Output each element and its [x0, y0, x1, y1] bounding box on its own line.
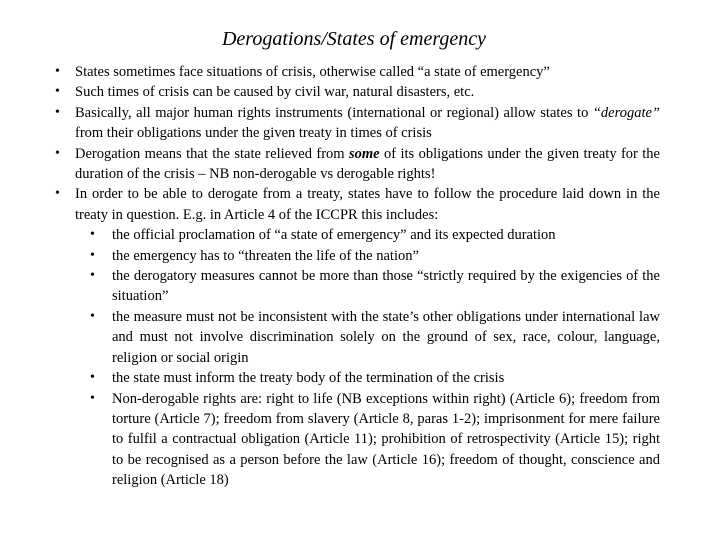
- bullet-text-3-end: from their obligations under the given treaty in times of crisis: [75, 125, 432, 142]
- bullet-text-4-emphasis: some: [348, 145, 380, 162]
- sub-bullet-item-3: [75, 266, 660, 307]
- bullet-item-5: [52, 184, 660, 490]
- bullet-icon: •: [90, 370, 95, 386]
- bullet-text-4-end: of its obligations under the given treaty for the duration of the crisis – NB non-derogable vs derogable rights!: [75, 145, 660, 183]
- bullet-text-5: In order to be able to derogate from a treaty, states have to follow the procedure laid down in the treaty in question. E.g. in Article 4 of the ICCPR this includes:: [75, 186, 660, 223]
- bullet-icon: •: [55, 84, 60, 100]
- bullet-list: [52, 62, 660, 491]
- bullet-text-3-italic: “derogate”: [592, 104, 660, 121]
- bullet-item-4: [52, 144, 660, 185]
- sub-bullet-item-5: [75, 368, 660, 388]
- sub-bullet-text-3: the derogatory measures cannot be more than those “strictly required by the exigencies of the situation”: [112, 268, 660, 305]
- bullet-item-1: [52, 62, 660, 82]
- sub-bullet-text-1: the official proclamation of “a state of emergency” and its expected duration: [112, 227, 556, 244]
- bullet-text-1: States sometimes face situations of crisis, otherwise called “a state of emergency”: [75, 64, 550, 80]
- bullet-item-3: [52, 103, 660, 144]
- sub-bullet-list: [75, 225, 660, 490]
- sub-bullet-text-5: the state must inform the treaty body of the termination of the crisis: [112, 370, 505, 387]
- bullet-icon: •: [55, 186, 60, 202]
- bullet-text-2: Such times of crisis can be caused by civil war, natural disasters, etc.: [75, 84, 475, 101]
- sub-bullet-text-6: Non-derogable rights are: right to life (NB exceptions within right) (Article 6); freedom from torture (Article 7); freedom from slavery (Article 8, paras 1-2); imprisonment for mere failure to fulfil a contractual obligation (Article 11); prohibition of retrospectivity (Article 15); right to be recognised as a person before the law (Article 16); freedom of thought, conscience and religion (Article 18): [112, 390, 660, 489]
- bullet-text-4-start: Derogation means that the state relieved from: [75, 145, 349, 162]
- bullet-icon: •: [90, 247, 95, 263]
- bullet-text-3-start: Basically, all major human rights instruments (international or regional) allow states to: [75, 104, 593, 121]
- bullet-icon: •: [90, 308, 95, 324]
- bullet-icon: •: [55, 145, 60, 161]
- sub-bullet-item-4: [75, 307, 660, 368]
- bullet-icon: •: [90, 390, 95, 406]
- bullet-item-2: [52, 82, 660, 102]
- sub-bullet-text-4: the measure must not be inconsistent with the state’s other obligations under international law and must not involve discrimination solely on the ground of sex, race, colour, language, religion or social origin: [112, 308, 660, 366]
- bullet-icon: •: [90, 268, 95, 284]
- sub-bullet-text-2: the emergency has to “threaten the life of the nation”: [112, 247, 419, 264]
- bullet-icon: •: [55, 104, 60, 120]
- bullet-icon: •: [55, 64, 60, 79]
- sub-bullet-item-2: [75, 246, 660, 266]
- sub-bullet-item-1: [75, 225, 660, 245]
- slide-content: [52, 62, 660, 491]
- slide-title: Derogations/States of emergency: [221, 28, 486, 50]
- bullet-icon: •: [90, 227, 95, 243]
- sub-bullet-item-6: [75, 389, 660, 491]
